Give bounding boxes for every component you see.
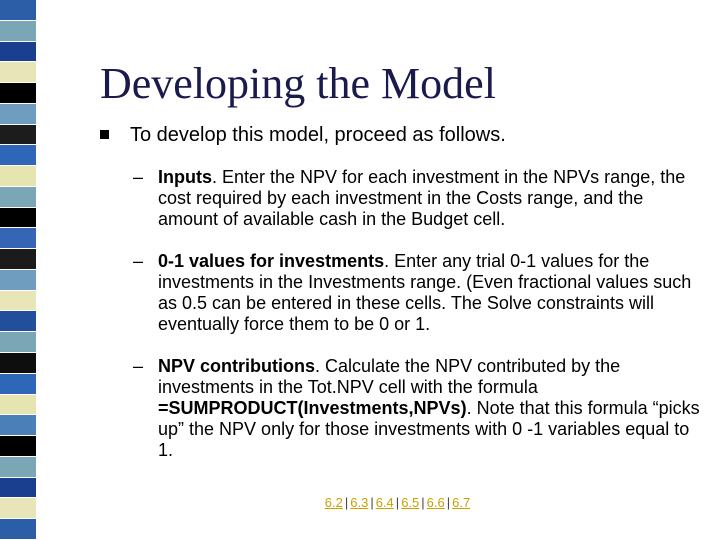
nav-link-6-4[interactable]: 6.4 <box>375 495 394 510</box>
nav-separator: | <box>395 495 400 510</box>
strip-block <box>0 270 36 291</box>
strip-block <box>0 0 36 21</box>
subpoint-inputs <box>133 167 703 230</box>
slide-title: Developing the Model <box>100 59 496 108</box>
subpoint-text: . Enter any trial 0-1 values for the investments in the Investments range. (Even fractional values such as 0.5 can be entered in these cells. The Solve constraints will eventually force them to be 0 or 1. <box>158 251 692 334</box>
subpoint-text-after: . Note that this formula “picks up” the NPV only for those investments with 0 -1 variables equal to 1. <box>158 398 700 460</box>
nav-separator: | <box>421 495 425 510</box>
nav-separator: | <box>370 495 374 510</box>
strip-block <box>0 311 36 332</box>
nav-link-6-6[interactable]: 6.6 <box>426 495 445 510</box>
nav-link-6-7[interactable]: 6.7 <box>452 495 471 510</box>
strip-block <box>0 332 36 353</box>
strip-block <box>0 145 36 166</box>
strip-block <box>0 395 36 416</box>
subpoint-binary-values <box>133 251 703 335</box>
strip-block <box>0 125 36 146</box>
strip-block <box>0 457 36 478</box>
nav-link-6-3[interactable]: 6.3 <box>350 495 369 510</box>
subpoint-lead: NPV contributions <box>158 356 315 376</box>
strip-block <box>0 415 36 436</box>
strip-block <box>0 249 36 270</box>
strip-block <box>0 228 36 249</box>
strip-block <box>0 353 36 374</box>
dash-marker: – <box>133 356 144 376</box>
strip-block <box>0 187 36 208</box>
strip-block <box>0 42 36 63</box>
strip-block <box>0 291 36 312</box>
subpoint-body <box>158 251 703 335</box>
strip-block <box>0 436 36 457</box>
dash-marker: – <box>133 251 144 271</box>
strip-block <box>0 208 36 229</box>
subpoint-text: . Enter the NPV for each investment in the NPVs range, the cost required by each investment in the Costs range, and the amount of available cash in the Budget cell. <box>158 167 686 229</box>
subpoint-body <box>158 356 703 461</box>
main-bullet-text: To develop this model, proceed as follows. <box>130 124 506 146</box>
decorative-color-strip <box>0 0 36 540</box>
subpoint-text: . Calculate the NPV contributed by the investments in the Tot.NPV cell with the formula <box>158 356 621 397</box>
nav-separator: | <box>344 495 349 510</box>
formula-text: =SUMPRODUCT(Investments,NPVs) <box>158 398 467 418</box>
strip-block <box>0 62 36 83</box>
dash-marker: – <box>133 167 144 187</box>
section-nav-links <box>0 495 720 511</box>
subpoint-npv-contributions <box>133 356 703 461</box>
strip-block <box>0 166 36 187</box>
strip-block <box>0 104 36 125</box>
subpoint-lead: Inputs <box>158 167 212 187</box>
subpoint-body <box>158 167 703 230</box>
strip-block <box>0 519 36 540</box>
strip-block <box>0 83 36 104</box>
subpoint-lead: 0-1 values for investments <box>158 251 385 271</box>
nav-link-6-2[interactable]: 6.2 <box>324 495 343 510</box>
nav-separator: | <box>446 495 451 510</box>
strip-block <box>0 21 36 42</box>
square-bullet-icon <box>100 130 109 139</box>
nav-link-6-5[interactable]: 6.5 <box>401 495 420 510</box>
strip-block <box>0 374 36 395</box>
